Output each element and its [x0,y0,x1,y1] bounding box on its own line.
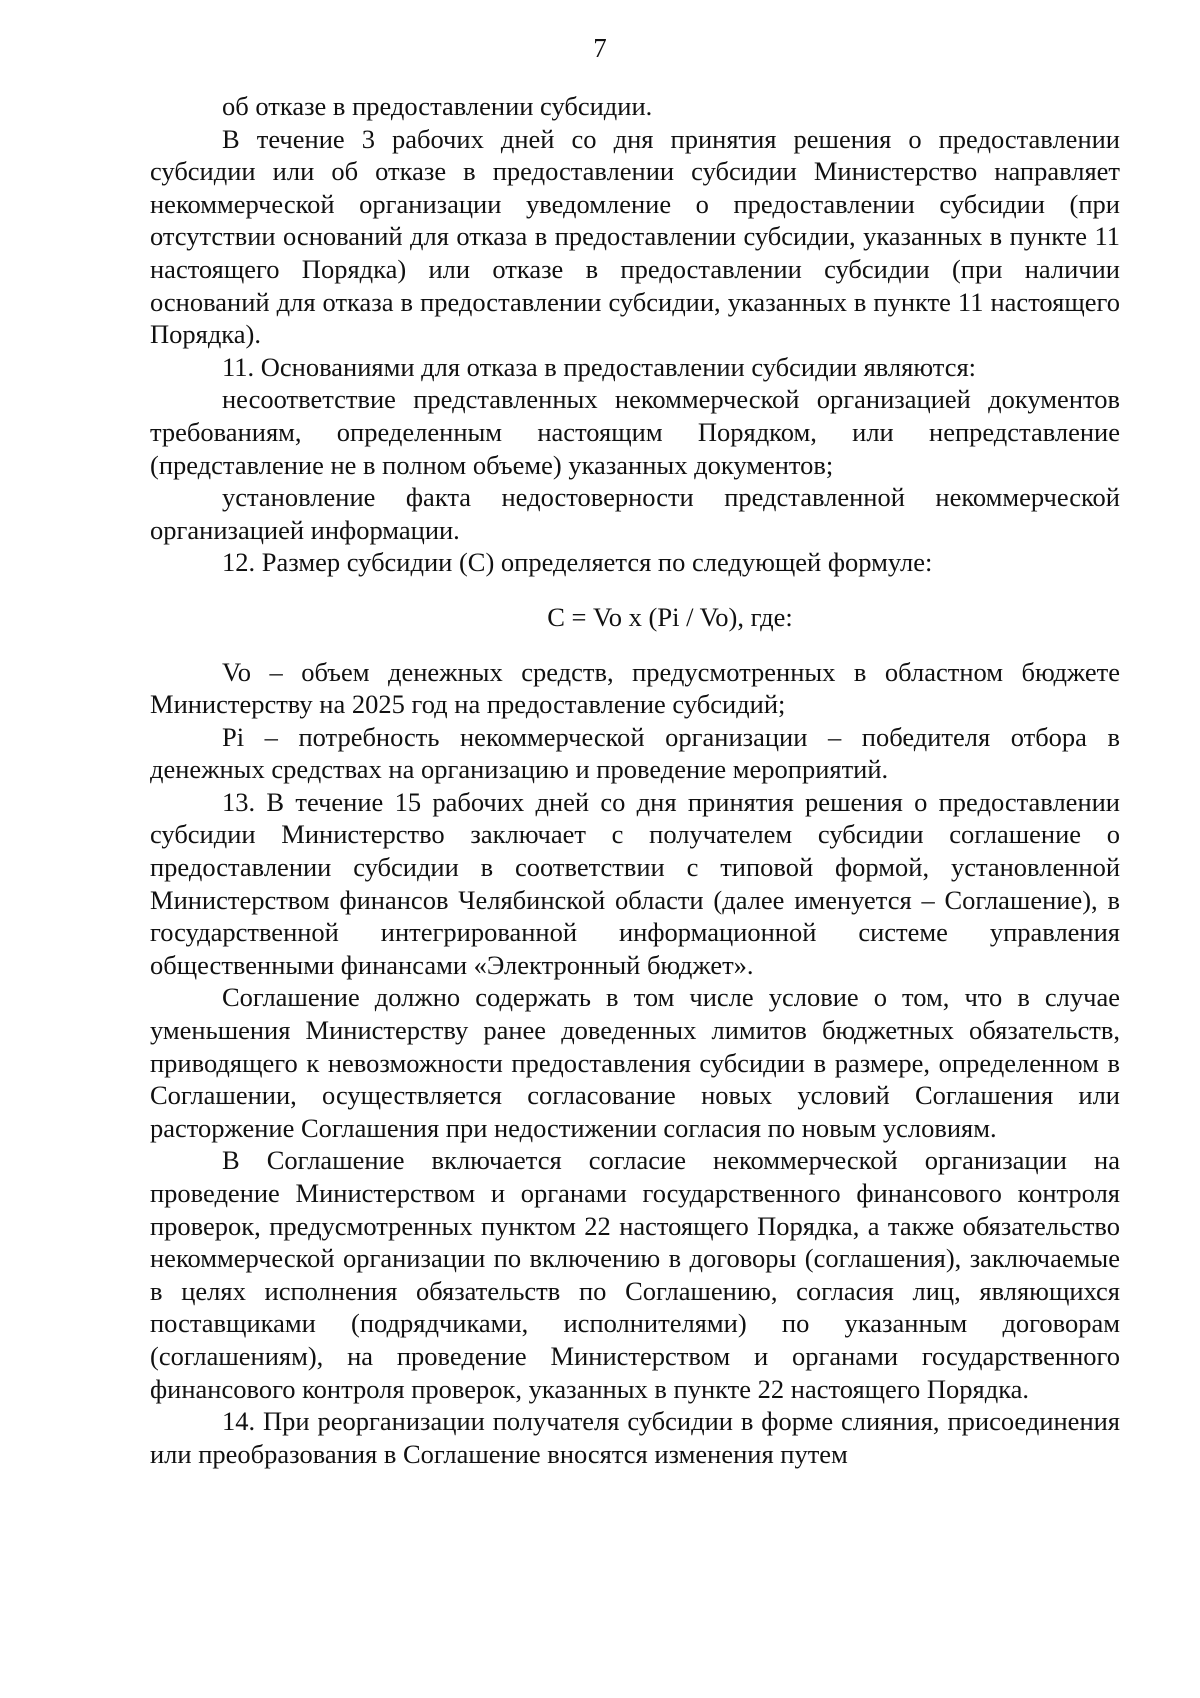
document-body [150,90,1120,1470]
paragraph-13-conditions: Соглашение должно содержать в том числе условие о том, что в случае уменьшения Министерству ранее доведенных лимитов бюджетных обязательств, приводящего к невозможности предоставления субсидии в размере, определенном в Соглашении, осуществляется согласование новых условий Соглашения или расторжение Соглашения при недостижении согласия по новым условиям. [150,982,1120,1143]
formula-definition-pi: Pi – потребность некоммерческой организации – победителя отбора в денежных средствах на организацию и проведение мероприятий. [150,721,1120,785]
subsidy-formula: С = Vo x (Pi / Vo), где: [547,601,793,632]
paragraph-13-consent: В Соглашение включается согласие некоммерческой организации на проведение Министерством и органами государственного финансового контроля проверок, предусмотренных пунктом 22 настоящего Порядка, а также обязательство некоммерческой организации по включению в договоры (соглашения), заключаемые в целях исполнения обязательств по Соглашению, согласия лиц, являющихся поставщиками (подрядчиками, исполнителями) по указанным договорам (соглашениям), на проведение Министерством и органами государственного финансового контроля проверок, указанных в пункте 22 настоящего Порядка. [150,1145,1120,1404]
paragraph-14-reorganization: 14. При реорганизации получателя субсидии в форме слияния, присоединения или преобразования в Соглашение вносятся изменения путем [150,1406,1120,1469]
paragraph-refusal-end: об отказе в предоставлении субсидии. [222,91,653,121]
paragraph-notification: В течение 3 рабочих дней со дня принятия решения о предоставлении субсидии или об отказе в предоставлении субсидии Министерство направляет некоммерческой организации уведомление о предоставлении субсидии (при отсутствии оснований для отказа в предоставлении субсидии, указанных в пункте 11 настоящего Порядка) или отказе в предоставлении субсидии (при наличии оснований для отказа в предоставлении субсидии, указанных в пункте 11 настоящего Порядка). [150,123,1120,350]
paragraph-11-heading: 11. Основаниями для отказа в предоставлении субсидии являются: [222,351,977,382]
formula-definition-vo: Vo – объем денежных средств, предусмотренных в областном бюджете Министерству на 2025 год на предоставление субсидий; [150,656,1120,720]
page-number: 7 [593,33,607,63]
paragraph-11-nonconformity: несоответствие представленных некоммерческой организацией документов требованиям, определенным настоящим Порядком, или непредставление (представление не в полном объеме) указанных документов; [150,384,1120,480]
paragraph-13-agreement: 13. В течение 15 рабочих дней со дня принятия решения о предоставлении субсидии Министерство заключает с получателем субсидии соглашение о предоставлении субсидии в соответствии с типовой формой, установленной Министерством финансов Челябинской области (далее именуется – Соглашение), в государственной интегрированной информационной системе управления общественными финансами «Электронный бюджет». [150,786,1120,980]
paragraph-11-unreliability: установление факта недостоверности представленной некоммерческой организацией информации. [150,482,1120,545]
paragraph-12-heading: 12. Размер субсидии (С) определяется по следующей формуле: [222,547,933,578]
